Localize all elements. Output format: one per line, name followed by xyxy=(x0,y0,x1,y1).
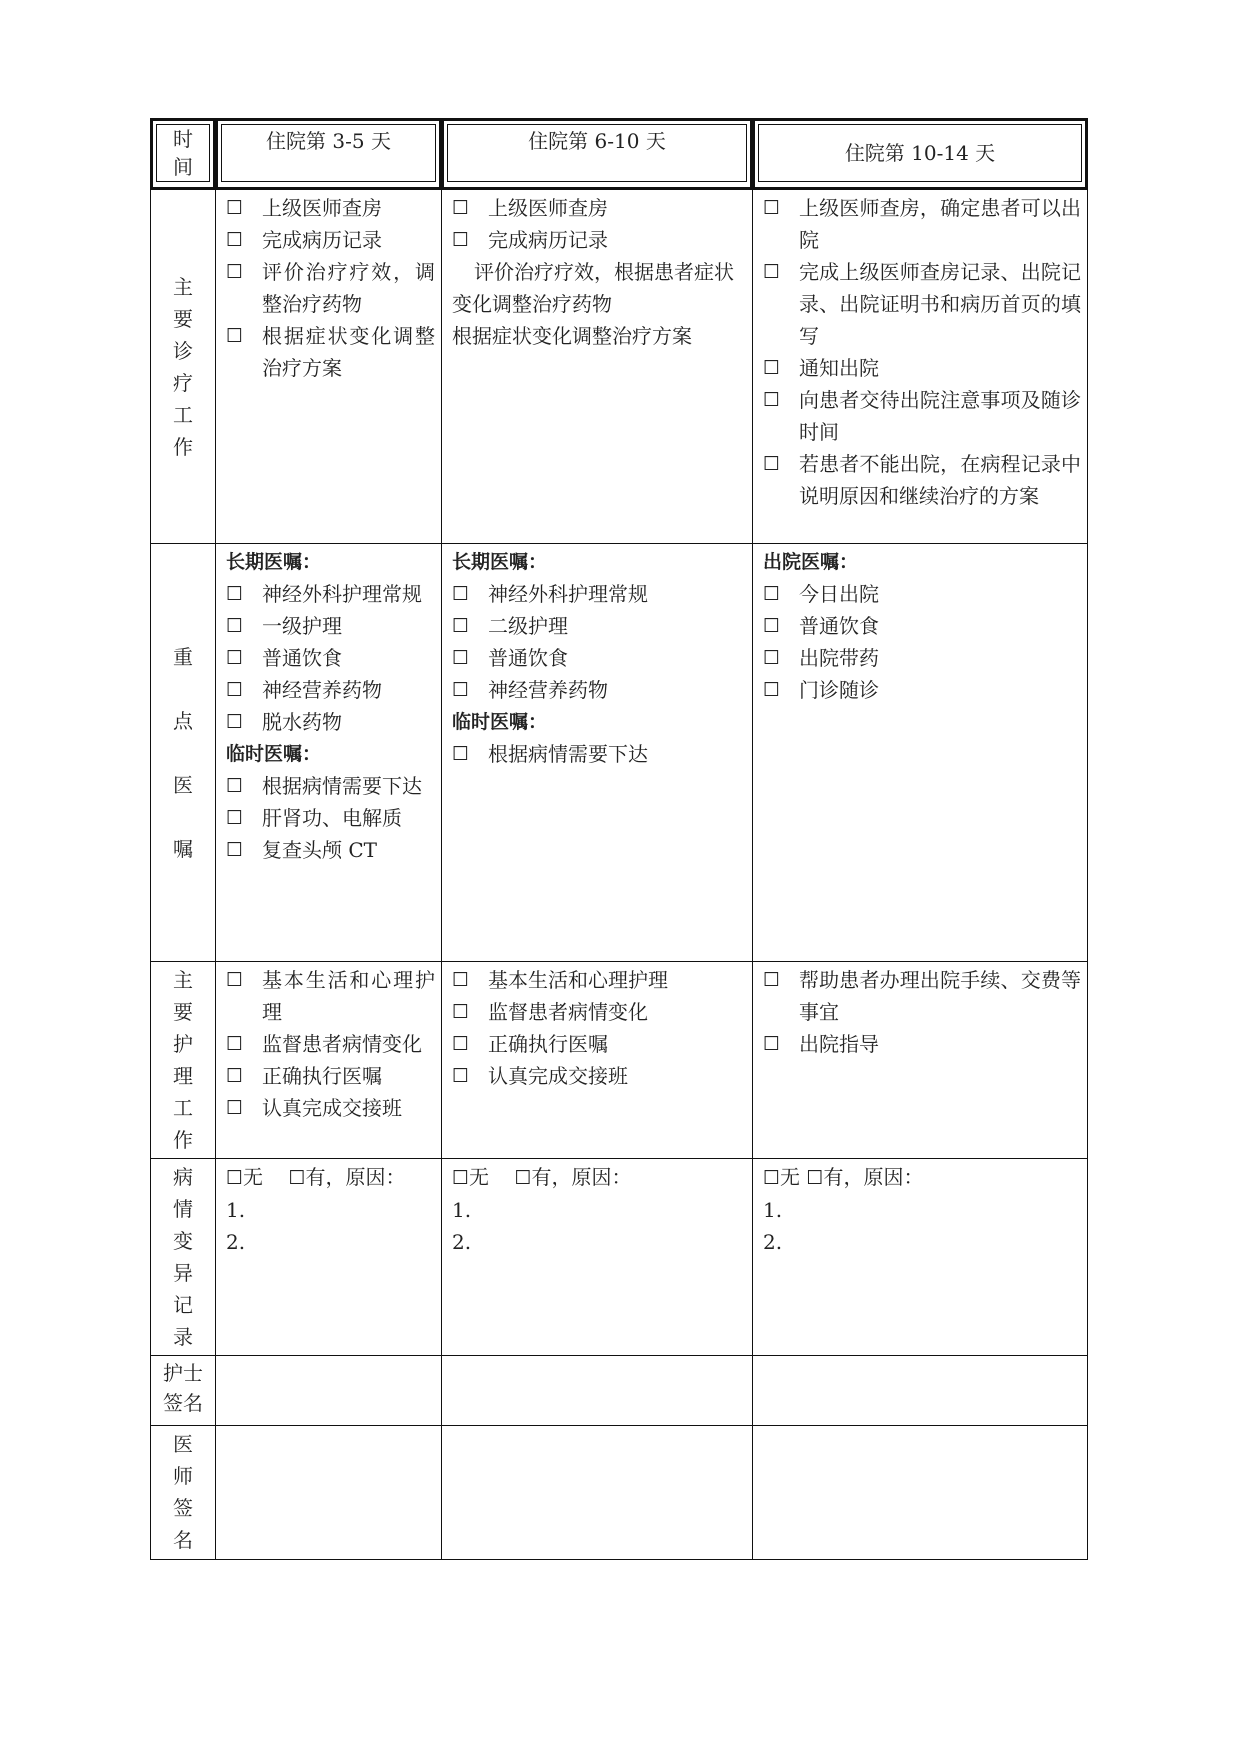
variance-options xyxy=(763,1161,1081,1194)
checkbox-icon[interactable] xyxy=(226,1060,262,1092)
item-text: 神经营养药物 xyxy=(262,678,382,702)
checklist-item[interactable] xyxy=(226,642,435,674)
checklist-item[interactable] xyxy=(226,674,435,706)
checklist-item[interactable] xyxy=(452,610,746,642)
reason-line-2[interactable]: 2. xyxy=(452,1230,472,1254)
checklist-item[interactable] xyxy=(763,384,1081,448)
item-text: 复查头颅 CT xyxy=(262,838,377,862)
yes-checkbox-icon[interactable] xyxy=(514,1167,531,1189)
item-text: 认真完成交接班 xyxy=(488,1064,628,1088)
label-char: 要 xyxy=(173,306,193,331)
checkbox-icon[interactable] xyxy=(452,224,488,256)
nursing-day-6-10 xyxy=(442,962,753,1159)
checklist-item[interactable] xyxy=(763,610,1081,642)
checklist-item[interactable] xyxy=(226,834,435,866)
label-char: 录 xyxy=(173,1325,193,1349)
temporary-orders-title: 临时医嘱： xyxy=(452,711,548,733)
item-text: 认真完成交接班 xyxy=(262,1096,402,1120)
orders-label xyxy=(151,544,216,962)
checkbox-icon[interactable] xyxy=(226,1092,262,1124)
checkbox-icon[interactable] xyxy=(452,964,488,996)
label-char: 点 xyxy=(173,708,193,733)
variance-options xyxy=(226,1161,435,1194)
checklist-item[interactable] xyxy=(763,1028,1081,1060)
checklist-item[interactable] xyxy=(226,224,435,256)
header-row xyxy=(151,119,1088,190)
checklist-item[interactable] xyxy=(226,256,435,320)
checkbox-icon[interactable] xyxy=(452,1060,488,1092)
checklist-item[interactable] xyxy=(226,1028,435,1060)
nurse-signature-label xyxy=(151,1356,216,1426)
long-term-orders-title: 长期医嘱： xyxy=(452,551,548,573)
checkbox-icon[interactable] xyxy=(452,738,488,770)
item-text: 通知出院 xyxy=(799,356,879,380)
item-text: 脱水药物 xyxy=(262,710,342,734)
label-char: 签 xyxy=(173,1496,193,1520)
checkbox-icon[interactable] xyxy=(226,1028,262,1060)
nursing-row xyxy=(151,962,1088,1159)
checkbox-icon[interactable] xyxy=(226,674,262,706)
nurse-signature-day-6-10[interactable] xyxy=(442,1356,753,1426)
checkbox-icon[interactable] xyxy=(452,996,488,1028)
checklist-item[interactable] xyxy=(226,802,435,834)
checklist-item[interactable] xyxy=(763,674,1081,706)
checkbox-icon[interactable] xyxy=(763,1028,799,1060)
label-char: 病 xyxy=(173,1165,193,1189)
checkbox-icon[interactable] xyxy=(226,578,262,610)
day-6-10-header: 住院第 6-10 天 xyxy=(528,129,666,153)
checkbox-icon[interactable] xyxy=(763,642,799,674)
item-text: 上级医师查房，确定患者可以出院 xyxy=(799,196,1081,252)
checkbox-icon[interactable] xyxy=(226,192,262,224)
checkbox-icon[interactable] xyxy=(226,256,262,288)
item-text: 根据症状变化调整治疗方案 xyxy=(262,324,435,380)
label-text: 护士 xyxy=(163,1361,203,1385)
nursing-day-3-5 xyxy=(216,962,442,1159)
day-10-14-header: 住院第 10-14 天 xyxy=(844,141,996,165)
item-text: 基本生活和心理护理 xyxy=(262,968,435,1024)
label-char: 诊 xyxy=(173,338,193,363)
time-label-2: 间 xyxy=(173,155,193,179)
item-text: 今日出院 xyxy=(799,582,879,606)
checklist-item[interactable] xyxy=(452,192,746,224)
yes-checkbox-icon[interactable] xyxy=(806,1167,823,1189)
checkbox-icon[interactable] xyxy=(763,352,799,384)
checkbox-icon[interactable] xyxy=(226,964,262,996)
variance-label xyxy=(151,1159,216,1356)
checklist-item[interactable] xyxy=(452,1060,746,1092)
item-text: 普通饮食 xyxy=(262,646,342,670)
item-text: 肝肾功、电解质 xyxy=(262,806,402,830)
no-checkbox-icon[interactable] xyxy=(763,1167,780,1189)
checkbox-icon[interactable] xyxy=(226,706,262,738)
label-char: 记 xyxy=(173,1293,193,1317)
doctor-signature-day-6-10[interactable] xyxy=(442,1426,753,1560)
plain-text: 评价治疗疗效，根据患者症状变化调整治疗药物 xyxy=(452,260,734,316)
checklist-item[interactable] xyxy=(452,674,746,706)
checklist-item[interactable] xyxy=(226,320,435,384)
label-char: 变 xyxy=(173,1229,193,1253)
item-text: 神经外科护理常规 xyxy=(488,582,648,606)
checklist-item[interactable] xyxy=(226,610,435,642)
label-char: 主 xyxy=(173,274,193,299)
item-text: 神经营养药物 xyxy=(488,678,608,702)
label-char: 作 xyxy=(173,434,193,459)
yes-reason-label: 有，原因： xyxy=(531,1165,632,1189)
variance-day-6-10 xyxy=(442,1159,753,1356)
time-header-cell xyxy=(151,119,216,190)
checklist-item[interactable] xyxy=(763,256,1081,352)
item-text: 完成病历记录 xyxy=(488,228,608,252)
checklist-item[interactable] xyxy=(763,642,1081,674)
checklist-item[interactable] xyxy=(452,964,746,996)
plain-text: 根据症状变化调整治疗方案 xyxy=(452,324,692,348)
label-char: 理 xyxy=(173,1064,193,1088)
item-text: 帮助患者办理出院手续、交费等事宜 xyxy=(799,968,1081,1024)
checkbox-icon[interactable] xyxy=(226,770,262,802)
nursing-day-10-14 xyxy=(753,962,1088,1159)
doctor-signature-row xyxy=(151,1426,1088,1560)
item-text: 神经外科护理常规 xyxy=(262,582,422,606)
diagnosis-day-6-10 xyxy=(442,190,753,544)
checklist-item[interactable] xyxy=(452,578,746,610)
checklist-item[interactable] xyxy=(763,964,1081,1028)
yes-reason-label: 有，原因： xyxy=(823,1165,924,1189)
checklist-item[interactable] xyxy=(763,192,1081,256)
label-char: 作 xyxy=(173,1128,193,1152)
orders-day-6-10 xyxy=(442,544,753,962)
reason-line-2[interactable]: 2. xyxy=(226,1230,246,1254)
checkbox-icon[interactable] xyxy=(452,578,488,610)
no-option-label: 无 xyxy=(469,1165,490,1189)
item-text: 根据病情需要下达 xyxy=(262,774,422,798)
no-checkbox-icon[interactable] xyxy=(226,1167,243,1189)
no-option-label: 无 xyxy=(780,1165,801,1189)
orders-day-3-5 xyxy=(216,544,442,962)
checklist-item[interactable] xyxy=(226,770,435,802)
reason-line-1[interactable]: 1. xyxy=(763,1198,783,1222)
checklist-item[interactable] xyxy=(226,578,435,610)
variance-row xyxy=(151,1159,1088,1356)
variance-day-10-14 xyxy=(753,1159,1088,1356)
reason-line-1[interactable]: 1. xyxy=(226,1198,246,1222)
item-text: 评价治疗疗效，调整治疗药物 xyxy=(262,260,435,316)
checkbox-icon[interactable] xyxy=(763,384,799,416)
item-text: 上级医师查房 xyxy=(262,196,382,220)
checkbox-icon[interactable] xyxy=(763,448,799,480)
label-char: 疗 xyxy=(173,370,193,395)
item-text: 正确执行医嘱 xyxy=(488,1032,608,1056)
checkbox-icon[interactable] xyxy=(226,802,262,834)
long-term-orders-title: 长期医嘱： xyxy=(226,551,322,573)
checklist-item[interactable] xyxy=(452,642,746,674)
item-text: 普通饮食 xyxy=(488,646,568,670)
checkbox-icon[interactable] xyxy=(452,192,488,224)
checkbox-icon[interactable] xyxy=(452,674,488,706)
time-label-1: 时 xyxy=(173,127,193,151)
item-text: 普通饮食 xyxy=(799,614,879,638)
item-text: 一级护理 xyxy=(262,614,342,638)
item-text: 二级护理 xyxy=(488,614,568,638)
item-text: 完成病历记录 xyxy=(262,228,382,252)
diagnosis-day-3-5 xyxy=(216,190,442,544)
day-10-14-header-cell xyxy=(753,119,1088,190)
item-text: 基本生活和心理护理 xyxy=(488,968,668,992)
doctor-signature-label xyxy=(151,1426,216,1560)
day-3-5-header: 住院第 3-5 天 xyxy=(266,129,391,153)
checkbox-icon[interactable] xyxy=(763,964,799,996)
checkbox-icon[interactable] xyxy=(452,610,488,642)
label-char: 嘱 xyxy=(173,836,193,861)
label-char: 要 xyxy=(173,1000,193,1024)
checklist-item[interactable] xyxy=(226,1092,435,1124)
checklist-item[interactable] xyxy=(226,192,435,224)
no-option-label: 无 xyxy=(243,1165,264,1189)
label-char: 异 xyxy=(173,1261,193,1285)
checklist-item[interactable] xyxy=(763,352,1081,384)
clinical-pathway-table xyxy=(150,118,1088,1560)
nursing-label xyxy=(151,962,216,1159)
checkbox-icon[interactable] xyxy=(226,224,262,256)
item-text: 出院带药 xyxy=(799,646,879,670)
item-text: 根据病情需要下达 xyxy=(488,742,648,766)
item-text: 监督患者病情变化 xyxy=(488,1000,648,1024)
label-char: 师 xyxy=(173,1464,193,1488)
label-char: 名 xyxy=(173,1528,193,1552)
checkbox-icon[interactable] xyxy=(763,256,799,288)
nurse-signature-day-3-5[interactable] xyxy=(216,1356,442,1426)
checklist-item[interactable] xyxy=(763,578,1081,610)
orders-day-10-14 xyxy=(753,544,1088,962)
doctor-signature-day-10-14[interactable] xyxy=(753,1426,1088,1560)
item-text: 正确执行医嘱 xyxy=(262,1064,382,1088)
variance-day-3-5 xyxy=(216,1159,442,1356)
item-text: 完成上级医师查房记录、出院记录、出院证明书和病历首页的填写 xyxy=(799,260,1081,348)
checklist-item[interactable] xyxy=(452,996,746,1028)
label-char: 护 xyxy=(173,1032,193,1056)
checkbox-icon[interactable] xyxy=(452,642,488,674)
diagnosis-day-10-14 xyxy=(753,190,1088,544)
checklist-item[interactable] xyxy=(452,224,746,256)
label-char: 工 xyxy=(173,402,193,427)
label-char: 主 xyxy=(173,968,193,992)
label-char: 重 xyxy=(173,644,193,669)
item-text: 向患者交待出院注意事项及随诊时间 xyxy=(799,388,1081,444)
discharge-orders-title: 出院医嘱： xyxy=(763,551,859,573)
item-text: 出院指导 xyxy=(799,1032,879,1056)
item-text: 监督患者病情变化 xyxy=(262,1032,422,1056)
label-char: 医 xyxy=(173,772,193,797)
orders-row xyxy=(151,544,1088,962)
checkbox-icon[interactable] xyxy=(226,642,262,674)
checklist-item[interactable] xyxy=(226,964,435,1028)
reason-line-2[interactable]: 2. xyxy=(763,1230,783,1254)
checkbox-icon[interactable] xyxy=(763,610,799,642)
label-char: 工 xyxy=(173,1096,193,1120)
nurse-signature-day-10-14[interactable] xyxy=(753,1356,1088,1426)
diagnosis-label xyxy=(151,190,216,544)
checkbox-icon[interactable] xyxy=(763,674,799,706)
checklist-item[interactable] xyxy=(226,1060,435,1092)
variance-options xyxy=(452,1161,746,1194)
doctor-signature-day-3-5[interactable] xyxy=(216,1426,442,1560)
label-char: 医 xyxy=(173,1432,193,1456)
item-text: 门诊随诊 xyxy=(799,678,879,702)
checkbox-icon[interactable] xyxy=(226,320,262,352)
temporary-orders-title: 临时医嘱： xyxy=(226,743,322,765)
yes-reason-label: 有，原因： xyxy=(305,1165,406,1189)
day-6-10-header-cell xyxy=(442,119,753,190)
label-text: 签名 xyxy=(163,1391,203,1415)
item-text: 上级医师查房 xyxy=(488,196,608,220)
yes-checkbox-icon[interactable] xyxy=(288,1167,305,1189)
checkbox-icon[interactable] xyxy=(763,578,799,610)
checklist-item[interactable] xyxy=(452,1028,746,1060)
checklist-item[interactable] xyxy=(452,738,746,770)
item-text: 若患者不能出院，在病程记录中说明原因和继续治疗的方案 xyxy=(799,452,1081,508)
checkbox-icon[interactable] xyxy=(452,1028,488,1060)
no-checkbox-icon[interactable] xyxy=(452,1167,469,1189)
day-3-5-header-cell xyxy=(216,119,442,190)
checkbox-icon[interactable] xyxy=(763,192,799,224)
checklist-item[interactable] xyxy=(763,448,1081,512)
reason-line-1[interactable]: 1. xyxy=(452,1198,472,1222)
label-char: 情 xyxy=(173,1197,193,1221)
diagnosis-row xyxy=(151,190,1088,544)
checklist-item[interactable] xyxy=(226,706,435,738)
checkbox-icon[interactable] xyxy=(226,610,262,642)
nurse-signature-row xyxy=(151,1356,1088,1426)
checkbox-icon[interactable] xyxy=(226,834,262,866)
